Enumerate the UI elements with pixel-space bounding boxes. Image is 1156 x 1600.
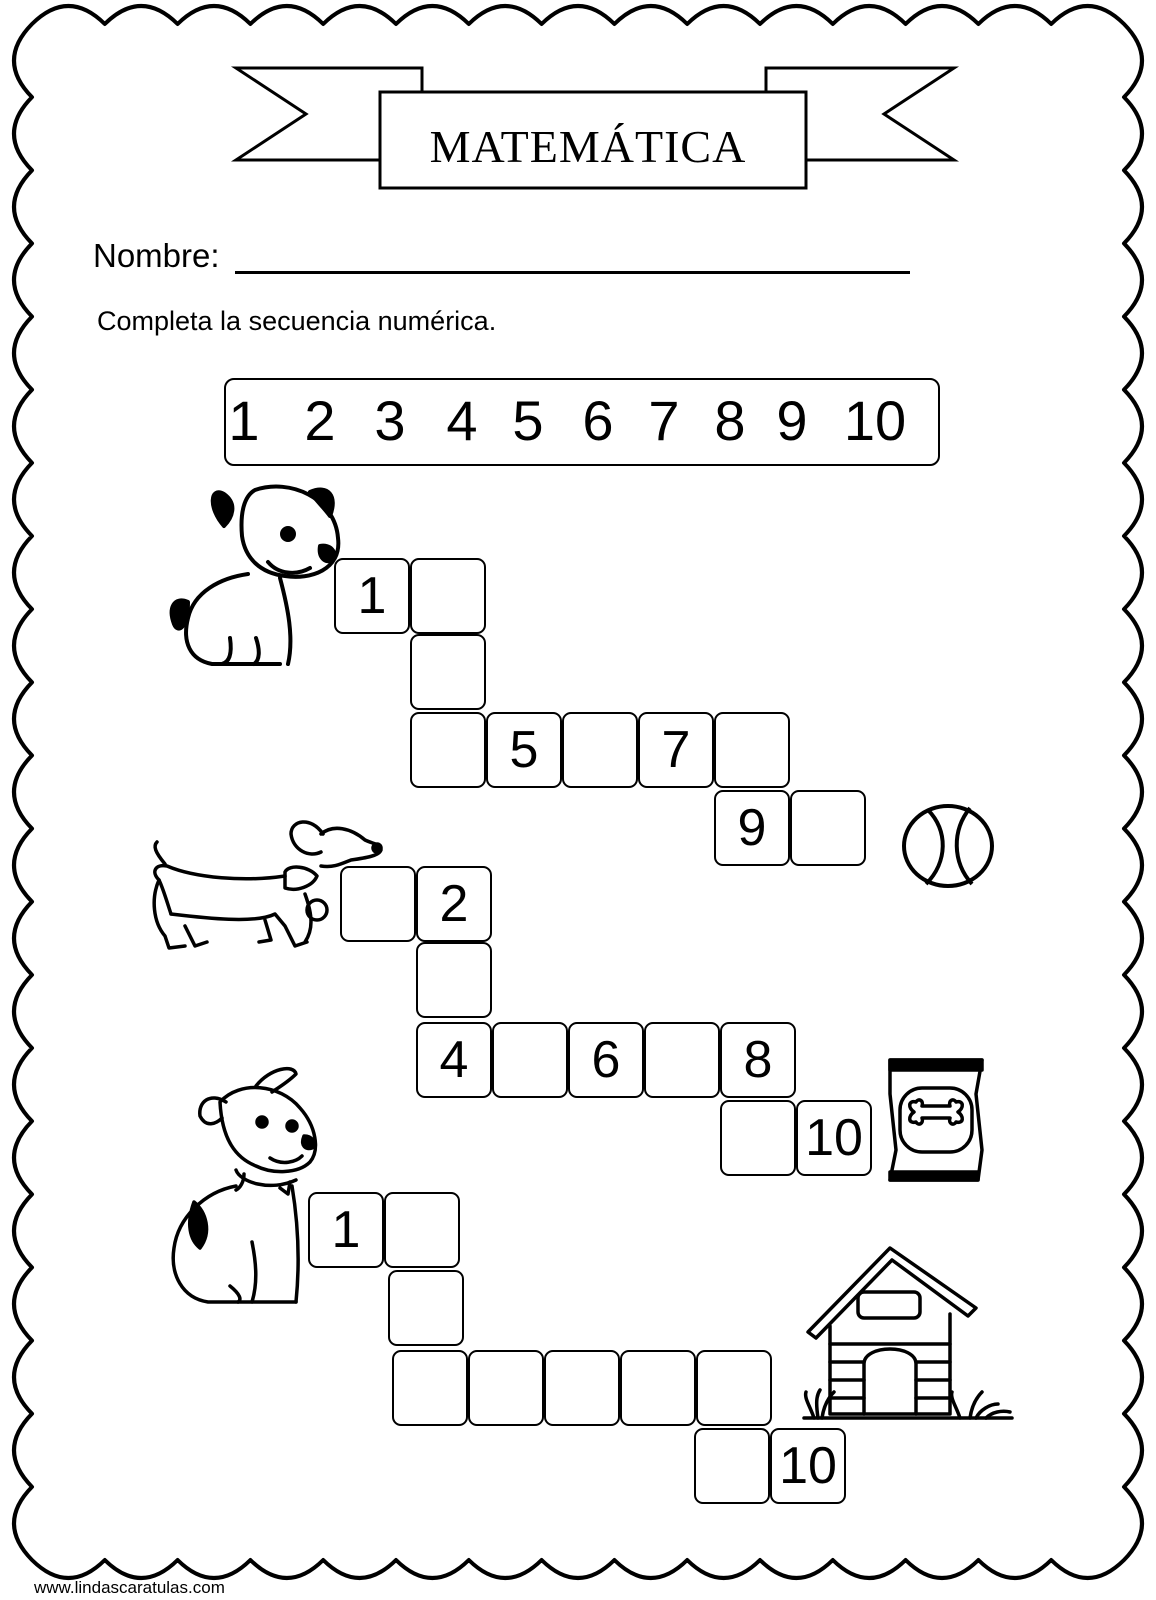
dog-sitting-icon <box>160 478 350 678</box>
puzzle-2-cell[interactable] <box>416 942 492 1018</box>
reference-number: 3 <box>374 389 406 452</box>
puzzle-1-cell[interactable] <box>790 790 866 866</box>
puzzle-3-cell[interactable] <box>694 1428 770 1504</box>
puzzle-2-cell[interactable] <box>492 1022 568 1098</box>
puzzle-3-cell[interactable] <box>388 1270 464 1346</box>
reference-number: 9 <box>776 389 808 452</box>
tennis-ball-icon <box>900 796 1000 896</box>
puzzle-3-cell: 10 <box>770 1428 846 1504</box>
puzzle-2-cell: 4 <box>416 1022 492 1098</box>
dachshund-icon <box>145 806 385 956</box>
puzzle-1-cell: 7 <box>638 712 714 788</box>
reference-number: 8 <box>714 389 746 452</box>
reference-number: 1 <box>228 389 260 452</box>
puzzle-2-cell: 8 <box>720 1022 796 1098</box>
puzzle-2-cell: 2 <box>416 866 492 942</box>
reference-number: 7 <box>648 389 680 452</box>
puzzle-2-cell[interactable] <box>644 1022 720 1098</box>
puzzle-2-cell[interactable] <box>720 1100 796 1176</box>
puzzle-1-cell[interactable] <box>410 712 486 788</box>
puzzle-2-cell: 10 <box>796 1100 872 1176</box>
puppy-with-collar-icon <box>160 1062 320 1308</box>
puzzle-3-cell[interactable] <box>392 1350 468 1426</box>
puzzle-2-cell: 6 <box>568 1022 644 1098</box>
reference-number: 4 <box>446 389 478 452</box>
puzzle-3-cell: 1 <box>308 1192 384 1268</box>
puzzle-1-cell: 1 <box>334 558 410 634</box>
dog-food-bag-icon <box>884 1054 988 1186</box>
puzzle-1-cell: 5 <box>486 712 562 788</box>
puzzle-3-cell[interactable] <box>620 1350 696 1426</box>
puzzle-3-cell[interactable] <box>544 1350 620 1426</box>
instruction-text: Completa la secuencia numérica. <box>97 306 497 336</box>
puzzle-1-cell: 9 <box>714 790 790 866</box>
page-title: MATEMÁTICA <box>429 121 747 172</box>
reference-number: 6 <box>582 389 614 452</box>
puzzle-1-cell[interactable] <box>562 712 638 788</box>
puzzle-3-cell[interactable] <box>696 1350 772 1426</box>
reference-number: 10 <box>843 389 907 452</box>
puzzle-3-cell[interactable] <box>468 1350 544 1426</box>
reference-number: 5 <box>512 389 544 452</box>
name-input-line[interactable] <box>235 271 910 274</box>
puzzle-1-cell[interactable] <box>410 634 486 710</box>
footer-url: www.lindascaratulas.com <box>34 1578 225 1597</box>
name-label: Nombre: <box>93 237 220 274</box>
reference-number: 2 <box>304 389 336 452</box>
doghouse-icon <box>800 1240 1016 1420</box>
puzzle-1-cell[interactable] <box>410 558 486 634</box>
puzzle-3-cell[interactable] <box>384 1192 460 1268</box>
puzzle-1-cell[interactable] <box>714 712 790 788</box>
